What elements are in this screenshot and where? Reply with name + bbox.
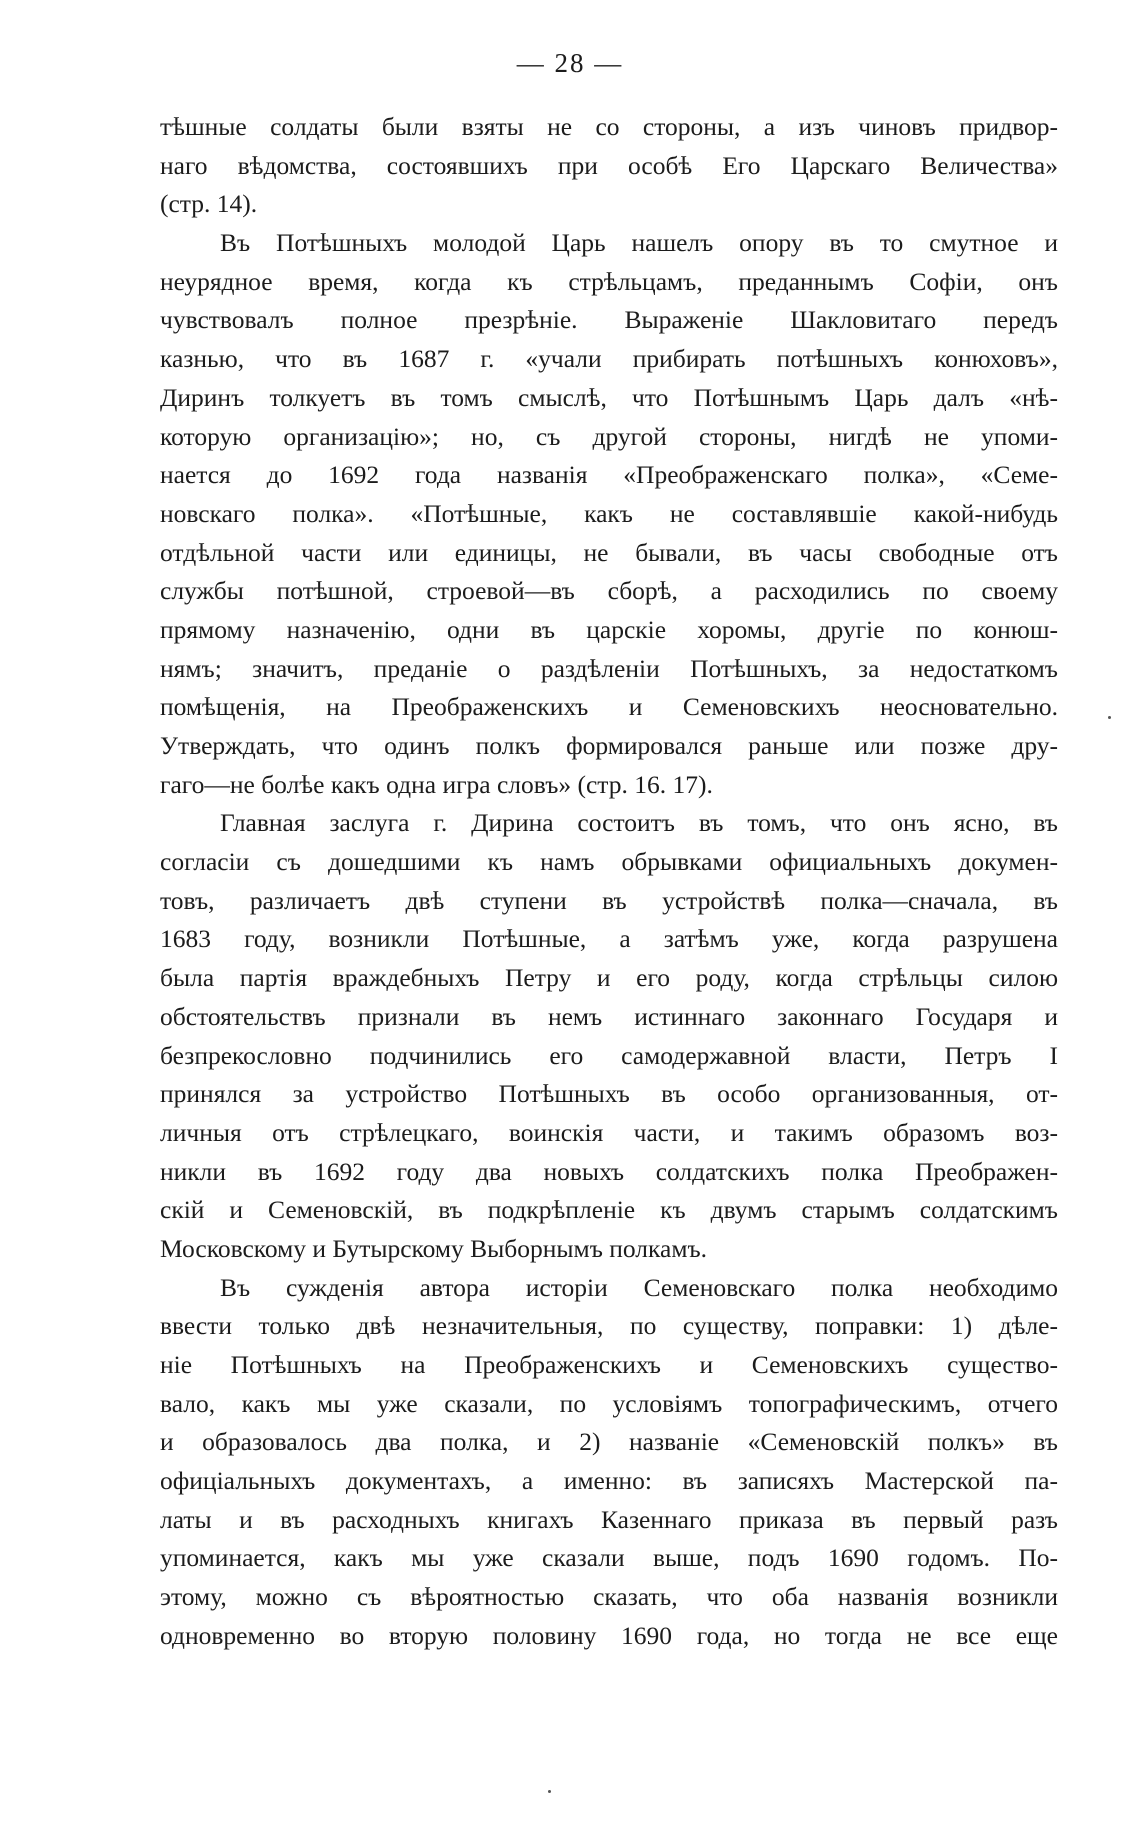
text-line: личныя отъ стрѣлецкаго, воинскія части, и такимъ образомъ воз-	[160, 1117, 1058, 1147]
text-line: ніе Потѣшныхъ на Преображенскихъ и Семеновскихъ существо-	[160, 1350, 1058, 1379]
text-line: Диринъ толкуетъ въ томъ смыслѣ, что Потѣшнымъ Царь далъ «нѣ-	[160, 382, 1058, 412]
margin-mark	[1108, 716, 1111, 719]
text-line: одновременно во вторую половину 1690 года, но тогда не все еще	[160, 1620, 1058, 1650]
text-line: безпрекословно подчинились его самодержавной власти, Петръ I	[160, 1040, 1058, 1070]
text-line: гаго—не болѣе какъ одна игра словъ» (стр. 16. 17).	[160, 769, 713, 799]
text-line: (стр. 14).	[160, 189, 258, 219]
text-line: Въ Потѣшныхъ молодой Царь нашелъ опору въ то смутное и	[220, 228, 1058, 258]
text-line: никли въ 1692 году два новыхъ солдатскихъ полка Преображен-	[160, 1156, 1058, 1186]
text-line: неурядное время, когда къ стрѣльцамъ, преданнымъ Софіи, онъ	[160, 266, 1058, 296]
text-line: этому, можно съ вѣроятностью сказать, что оба названія возникли	[160, 1582, 1058, 1612]
text-line: скій и Семеновскій, въ подкрѣпленіе къ двумъ старымъ солдатскимъ	[160, 1195, 1058, 1225]
text-line: ввести только двѣ незначительныя, по существу, поправки: 1) дѣле-	[160, 1311, 1058, 1341]
text-line: Въ сужденія автора исторіи Семеновскаго полка необходимо	[220, 1272, 1058, 1302]
text-line: упоминается, какъ мы уже сказали выше, подъ 1690 годомъ. По-	[160, 1543, 1058, 1573]
text-line: вало, какъ мы уже сказали, по условіямъ топографическимъ, отчего	[160, 1388, 1058, 1418]
text-line: отдѣльной части или единицы, не бывали, въ часы свободные отъ	[160, 537, 1058, 567]
text-line: Утверждать, что одинъ полкъ формировался раньше или позже дру-	[160, 731, 1058, 760]
text-line: согласіи съ дошедшими къ намъ обрывками официальныхъ докумен-	[160, 847, 1058, 877]
margin-mark	[548, 1790, 551, 1793]
text-line: и образовалось два полка, и 2) названіе «Семеновскій полкъ» въ	[160, 1427, 1058, 1457]
text-line: нается до 1692 года названія «Преображенскаго полка», «Семе-	[160, 460, 1058, 490]
text-line: обстоятельствъ признали въ немъ истиннаго законнаго Государя и	[160, 1001, 1058, 1031]
text-line: службы потѣшной, строевой—въ сборѣ, а расходились по своему	[160, 576, 1058, 606]
text-line: нямъ; значитъ, преданіе о раздѣленіи Потѣшныхъ, за недостаткомъ	[160, 653, 1058, 683]
text-line: Московскому и Бутырскому Выборнымъ полкамъ.	[160, 1233, 708, 1263]
text-line: прямому назначенію, одни въ царскіе хоромы, другіе по конюш-	[160, 614, 1058, 644]
text-line: казнью, что въ 1687 г. «учали прибирать потѣшныхъ конюховъ»,	[160, 344, 1058, 374]
text-line: была партія враждебныхъ Петру и его роду, когда стрѣльцы силою	[160, 963, 1058, 993]
text-line: Главная заслуга г. Дирина состоитъ въ томъ, что онъ ясно, въ	[220, 808, 1058, 838]
text-line: товъ, различаетъ двѣ ступени въ устройствѣ полка—сначала, въ	[160, 885, 1058, 915]
text-line: новскаго полка». «Потѣшные, какъ не составлявшіе какой-нибудь	[160, 498, 1058, 528]
text-line: помѣщенія, на Преображенскихъ и Семеновскихъ неосновательно.	[160, 692, 1058, 722]
page-number: — 28 —	[516, 48, 624, 78]
text-line: 1683 году, возникли Потѣшные, а затѣмъ уже, когда разрушена	[160, 924, 1058, 954]
body-text	[160, 108, 1058, 1656]
text-line: латы и въ расходныхъ книгахъ Казеннаго приказа въ первый разъ	[160, 1504, 1058, 1534]
text-line: чувствовалъ полное презрѣніе. Выраженіе Шакловитаго передъ	[160, 305, 1058, 335]
text-line: офиціальныхъ документахъ, а именно: въ записяхъ Мастерской па-	[160, 1466, 1058, 1496]
text-line: принялся за устройство Потѣшныхъ въ особо организованныя, от-	[160, 1079, 1058, 1109]
text-line: которую организацію»; но, съ другой стороны, нигдѣ не упоми-	[160, 421, 1058, 451]
text-line: тѣшные солдаты были взяты не со стороны, а изъ чиновъ придвор-	[160, 112, 1058, 141]
text-line: наго вѣдомства, состоявшихъ при особѣ Его Царскаго Величества»	[160, 150, 1058, 180]
